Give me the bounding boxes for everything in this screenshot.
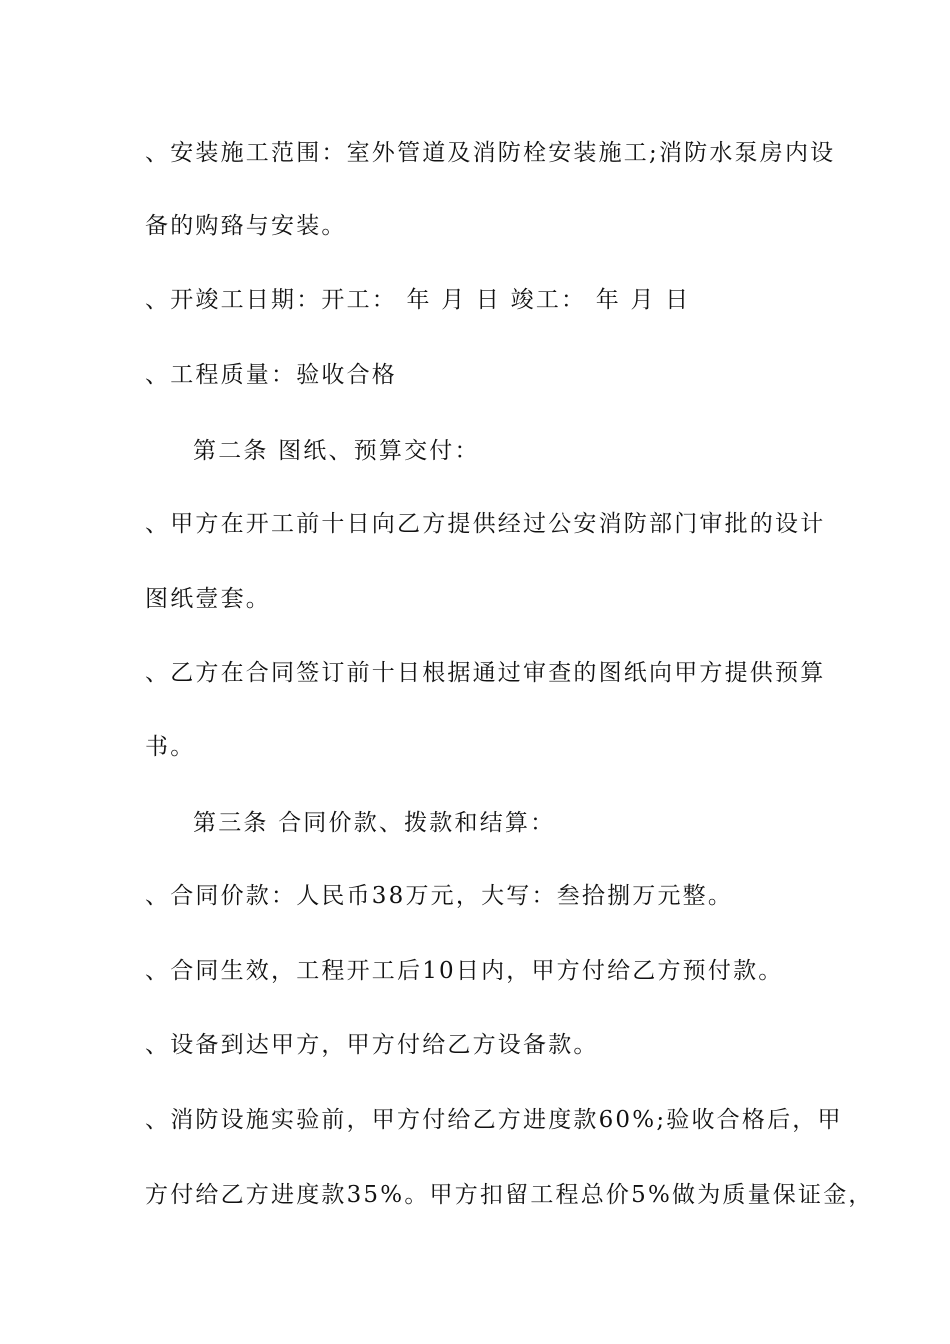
installation-scope-line-1: 、安装施工范围：室外管道及消防栓安装施工;消防水泵房内设 bbox=[145, 140, 836, 166]
budget-line-2: 书。 bbox=[145, 734, 196, 760]
budget-line-1: 、乙方在合同签订前十日根据通过审查的图纸向甲方提供预算 bbox=[145, 660, 826, 686]
contract-price-line: 、合同价款：人民币38万元，大写：叁拾捌万元整。 bbox=[145, 883, 734, 909]
schedule-line: 、开竣工日期：开工： 年 月 日 竣工： 年 月 日 bbox=[145, 287, 691, 313]
article-three-heading: 第三条 合同价款、拨款和结算： bbox=[193, 810, 556, 836]
drawings-line-1: 、甲方在开工前十日向乙方提供经过公安消防部门审批的设计 bbox=[145, 511, 826, 537]
installation-scope-line-2: 备的购臵与安装。 bbox=[145, 213, 347, 239]
equipment-payment-line: 、设备到达甲方，甲方付给乙方设备款。 bbox=[145, 1032, 599, 1058]
article-two-heading: 第二条 图纸、预算交付： bbox=[193, 438, 480, 464]
progress-payment-line-1: 、消防设施实验前，甲方付给乙方进度款60%;验收合格后，甲 bbox=[145, 1107, 843, 1133]
advance-payment-line: 、合同生效，工程开工后10日内，甲方付给乙方预付款。 bbox=[145, 958, 784, 984]
quality-line: 、工程质量：验收合格 bbox=[145, 362, 397, 388]
drawings-line-2: 图纸壹套。 bbox=[145, 586, 271, 612]
progress-payment-line-2: 方付给乙方进度款35%。甲方扣留工程总价5%做为质量保证金， bbox=[145, 1182, 874, 1208]
